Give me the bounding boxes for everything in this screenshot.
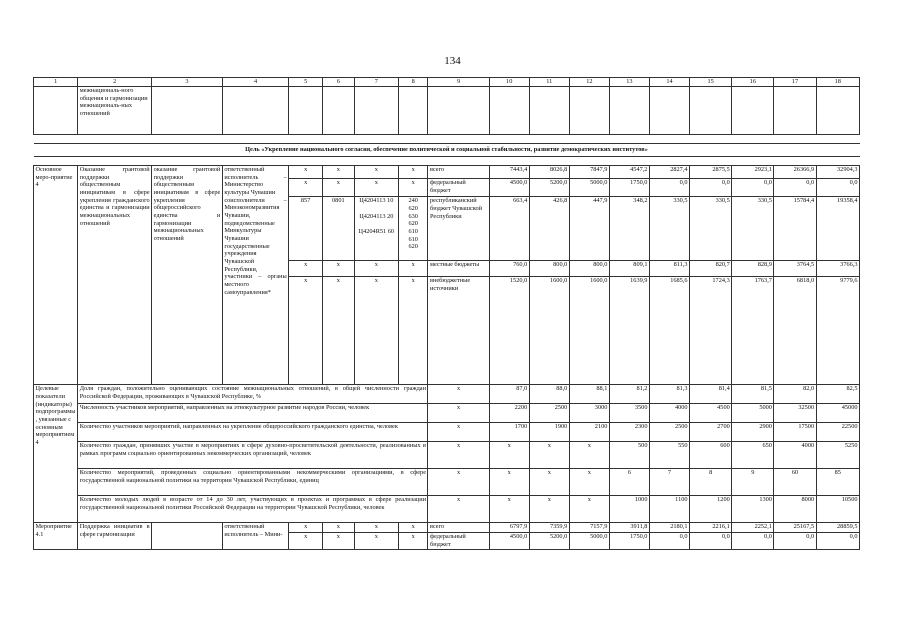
- measure-name: Поддержка инициатив в сфере гармонизации: [78, 523, 152, 549]
- col-header: 6: [323, 78, 355, 87]
- col-header: 8: [398, 78, 428, 87]
- goal-text: Цель «Укрепление национального согласия, обеспечение политической и социальной стабильности, развитие демократических институтов»: [34, 144, 860, 157]
- target-row: Количество участников мероприятий, направленных на укрепление общероссийского гражданского единства, человек x 1700 1900 2100 2300 2500 2700 2900 17500 22500: [34, 423, 860, 442]
- source-label: местные бюджеты: [428, 261, 489, 277]
- col-header: 1: [34, 78, 78, 87]
- measure-label: Мероприятие 4.1: [34, 523, 78, 549]
- col-header: 7: [354, 78, 398, 87]
- targets-label: Целевые показатели (индикаторы) подпрограммы, увязанные с основным мероприятием 4: [34, 385, 78, 523]
- cont-text: межнациональ-ного общения и гармонизации межнациональ-ных отношений: [78, 87, 152, 135]
- table-row: x x x x местные бюджеты 760,0 800,0 800,0 809,1 811,3 820,7 828,9 3764,5 3766,3: [34, 261, 860, 277]
- header-row: [34, 78, 860, 87]
- target-row: Количество граждан, принявших участие в мероприятиях в сфере духовно-просветительской деятельности, реализованных в рамках программ социально ориентированных некоммерческих организаций, человек x x x x 500 550 600 650 4000 5250: [34, 442, 860, 469]
- measure-name: Оказание грантовой поддержки общественным инициативам в сфере укрепления гражданского единства и гармонизации межнациональных отношений: [78, 166, 152, 385]
- col-header: 18: [816, 78, 859, 87]
- col-header: 3: [152, 78, 223, 87]
- col-header: 13: [609, 78, 649, 87]
- col-header: 11: [529, 78, 569, 87]
- target-row: Количество мероприятий, проведенных социально ориентированными некоммерческими организациями, в сфере государственной национальной политики на территории Чувашской Республики, единиц x x x x 6 7 8 9 60 85: [34, 469, 860, 496]
- goal-row: [34, 144, 860, 157]
- responsible-executor: ответственный исполнитель – Министерство культуры Чувашии: [224, 166, 287, 197]
- table-row: x x x x федеральный бюджет 4500,0 5200,0 5000,0 1750,0 0,0 0,0 0,0 0,0 0,0: [34, 179, 860, 197]
- col-header: 12: [569, 78, 609, 87]
- col-header: 9: [428, 78, 489, 87]
- budget-table: [33, 77, 860, 550]
- table-row: Мероприятие 4.1 Поддержка инициатив в сфере гармонизации ответственный исполнитель – Мини- x x x x всего 6797,9 7359,9 7157,9 3911,8 2180,1 2216,1 2252,1 25167,5 28859,5: [34, 523, 860, 533]
- source-label: всего: [428, 166, 489, 179]
- measure-label: Основное меро-приятие 4: [34, 166, 78, 385]
- col-header: 14: [649, 78, 689, 87]
- table-row: x x x x внебюджетные источники 1520,0 1600,0 1600,0 1639,9 1685,6 1724,3 1763,7 6818,0 9779,6: [34, 277, 860, 385]
- source-label: федеральный бюджет: [428, 179, 489, 197]
- continuation-row: [34, 87, 860, 135]
- table-row: Основное меро-приятие 4 Оказание грантовой поддержки общественным инициативам в сфере укрепления гражданского единства и гармонизации межнациональных отношений оказание грантовой поддержки общественным инициативам в сфере укрепления общероссийского единства и гармонизации межнациональных отношений ответственный исполнитель – Министерство культуры Чувашии x x x x всего 7443,4 8026,8 7847,9 4547,2 2827,4 2875,5 2923,1 26366,9 32904,3: [34, 166, 860, 179]
- vr-codes: 240 620 630 620 610 610 620: [398, 197, 428, 261]
- page-number: 134: [444, 55, 461, 67]
- col-header: 2: [78, 78, 152, 87]
- target-row: Численность участников мероприятий, направленных на этнокультурное развитие народов России, человек x 2200 2500 3000 3500 4000 4500 5000 32500 45000: [34, 404, 860, 423]
- col-header: 17: [774, 78, 816, 87]
- source-label: всего: [428, 523, 489, 533]
- table-row: x x x x федеральный бюджет 4500,0 5200,0 5000,0 1750,0 0,0 0,0 0,0 0,0 0,0: [34, 533, 860, 549]
- measure-result: оказание грантовой поддержки общественным инициативам в сфере укрепления общероссийского единства и гармонизации межнациональных отношений: [152, 166, 223, 385]
- target-row: Количество молодых людей в возрасте от 14 до 30 лет, участвующих в проектах и программах в сфере реализации государственной национальной политики Российской Федерации на территории Чувашской Республики, человек x x x x 1000 1100 1200 1300 8000 10500: [34, 496, 860, 523]
- col-header: 10: [489, 78, 529, 87]
- source-label: внебюджетные источники: [428, 277, 489, 385]
- source-label: федеральный бюджет: [428, 533, 489, 549]
- co-executors: соисполнители – Минэкономразвития Чувашии, подведомственные Минкультуры Чувашии государственные учреждения Чувашской Республики, участники – органы местного самоуправления*: [222, 197, 288, 385]
- col-header: 15: [690, 78, 732, 87]
- responsible-executor: ответственный исполнитель – Мини-: [222, 523, 288, 549]
- col-header: 4: [222, 78, 288, 87]
- target-row: Целевые показатели (индикаторы) подпрограммы, увязанные с основным мероприятием 4 Доля граждан, положительно оценивающих состояние межнациональных отношений, в общей численности граждан Российской Федерации, проживающих в Чувашской Республике, % x 87,0 88,0 88,1 81,2 81,3 81,4 81,5 82,0 82,5: [34, 385, 860, 404]
- csr-codes: Ц4204113 10 Ц4204113 20 Ц4204R51 60: [354, 197, 398, 261]
- col-header: 5: [289, 78, 323, 87]
- source-label: республиканский бюджет Чувашской Республики: [428, 197, 489, 261]
- table-row: соисполнители – Минэкономразвития Чувашии, подведомственные Минкультуры Чувашии государственные учреждения Чувашской Республики, участники – органы местного самоуправления* 857 0801 Ц4204113 10 Ц4204113 20 Ц4204R51 60 240 620 630 620 610 610 620 республиканский бюджет Чувашской Республики 663,4 426,8 447,9 348,2 330,5 330,5 330,5 15784,4 19358,4: [34, 197, 860, 261]
- col-header: 16: [732, 78, 774, 87]
